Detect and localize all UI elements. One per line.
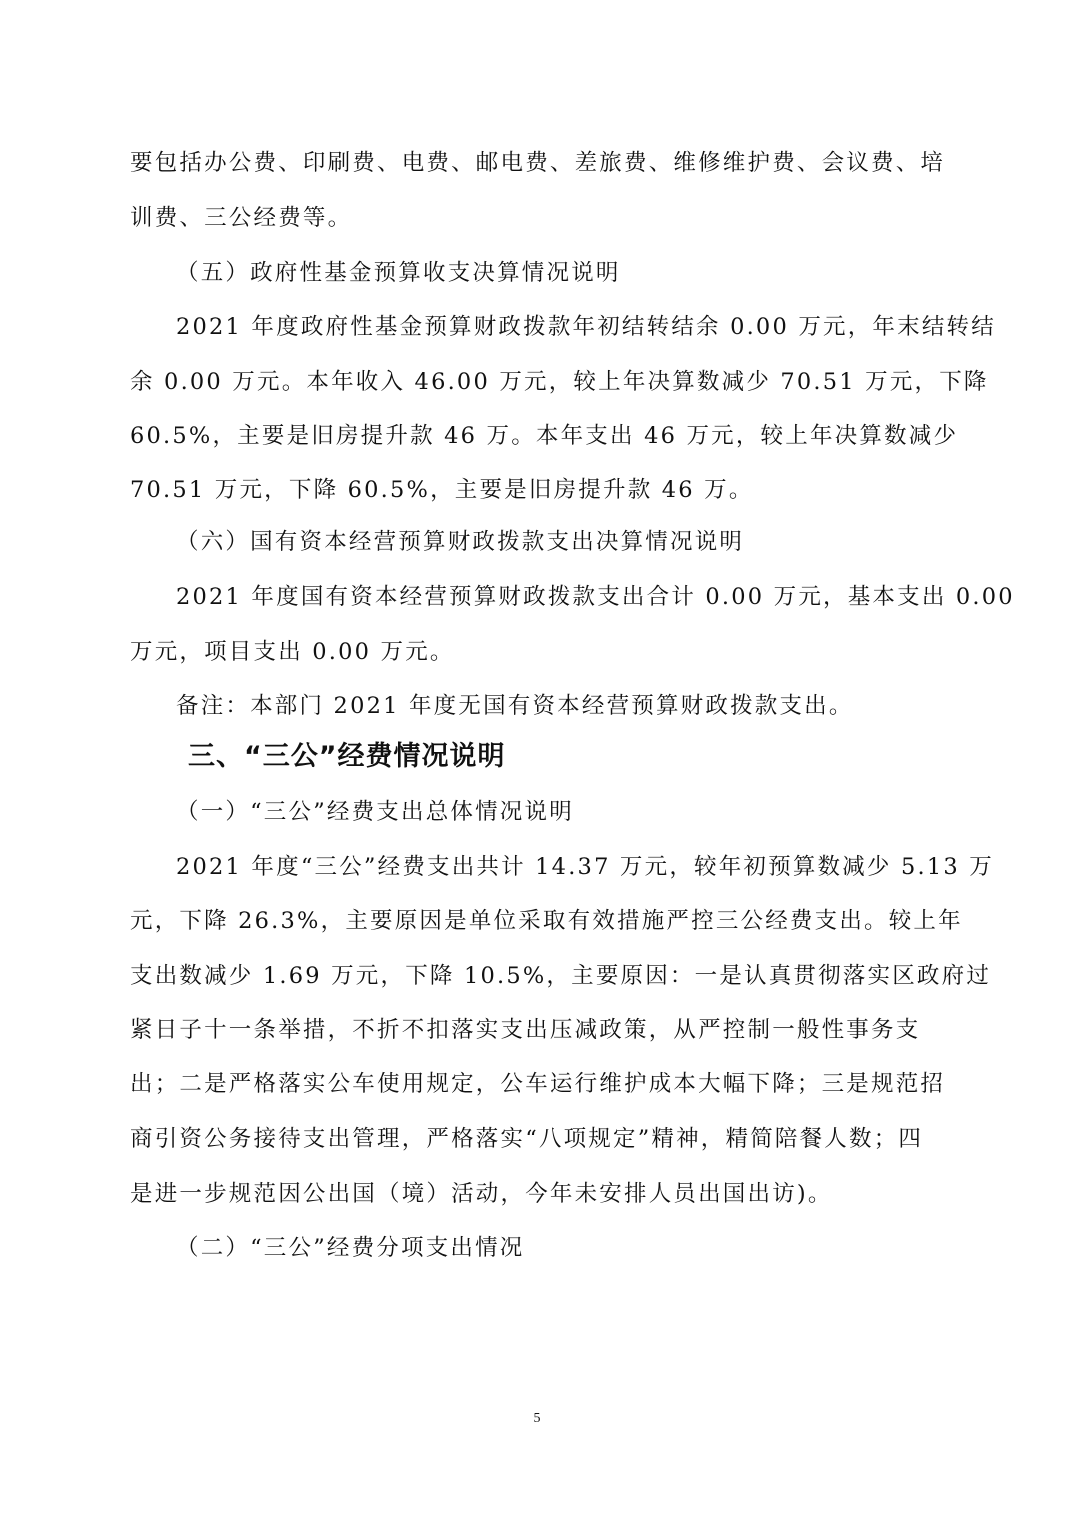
body-text-line: 训费、三公经费等。 (130, 205, 353, 231)
body-text-line: 余 0.00 万元。本年收入 46.00 万元，较上年决算数减少 70.51 万元，下降 (130, 369, 989, 395)
body-text-line: 商引资公务接待支出管理，严格落实“八项规定”精神，精简陪餐人数；四 (130, 1126, 924, 1152)
body-text-line: 支出数减少 1.69 万元，下降 10.5%，主要原因：一是认真贯彻落实区政府过 (130, 963, 992, 989)
body-text-line: 是进一步规范因公出国（境）活动，今年未安排人员出国出访)。 (130, 1181, 833, 1207)
page-number: 5 (533, 1411, 541, 1426)
subsection-heading: （六）国有资本经营预算财政拨款支出决算情况说明 (176, 529, 745, 555)
body-text-line: 万元，项目支出 0.00 万元。 (130, 639, 455, 665)
body-text-line: 60.5%，主要是旧房提升款 46 万。本年支出 46 万元，较上年决算数减少 (130, 423, 959, 449)
body-text-line: 2021 年度政府性基金预算财政拨款年初结转结余 0.00 万元，年末结转结 (176, 314, 996, 340)
subsection-heading: （二）“三公”经费分项支出情况 (176, 1235, 525, 1261)
section-heading: 三、“三公”经费情况说明 (188, 741, 506, 772)
body-text-line: 2021 年度国有资本经营预算财政拨款支出合计 0.00 万元，基本支出 0.00 (176, 584, 1015, 610)
body-text-line: 元，下降 26.3%，主要原因是单位采取有效措施严控三公经费支出。较上年 (130, 908, 963, 934)
body-text-line: 70.51 万元，下降 60.5%，主要是旧房提升款 46 万。 (130, 477, 754, 503)
body-text-line: 出；二是严格落实公车使用规定，公车运行维护成本大幅下降；三是规范招 (130, 1071, 946, 1097)
subsection-heading: （一）“三公”经费支出总体情况说明 (176, 799, 574, 825)
body-text-line: 要包括办公费、印刷费、电费、邮电费、差旅费、维修维护费、会议费、培 (130, 150, 946, 176)
body-text-line: 紧日子十一条举措，不折不扣落实支出压减政策，从严控制一般性事务支 (130, 1017, 921, 1043)
note-text: 备注：本部门 2021 年度无国有资本经营预算财政拨款支出。 (176, 693, 854, 719)
subsection-heading: （五）政府性基金预算收支决算情况说明 (176, 260, 621, 286)
body-text-line: 2021 年度“三公”经费支出共计 14.37 万元，较年初预算数减少 5.13 万 (176, 854, 994, 880)
